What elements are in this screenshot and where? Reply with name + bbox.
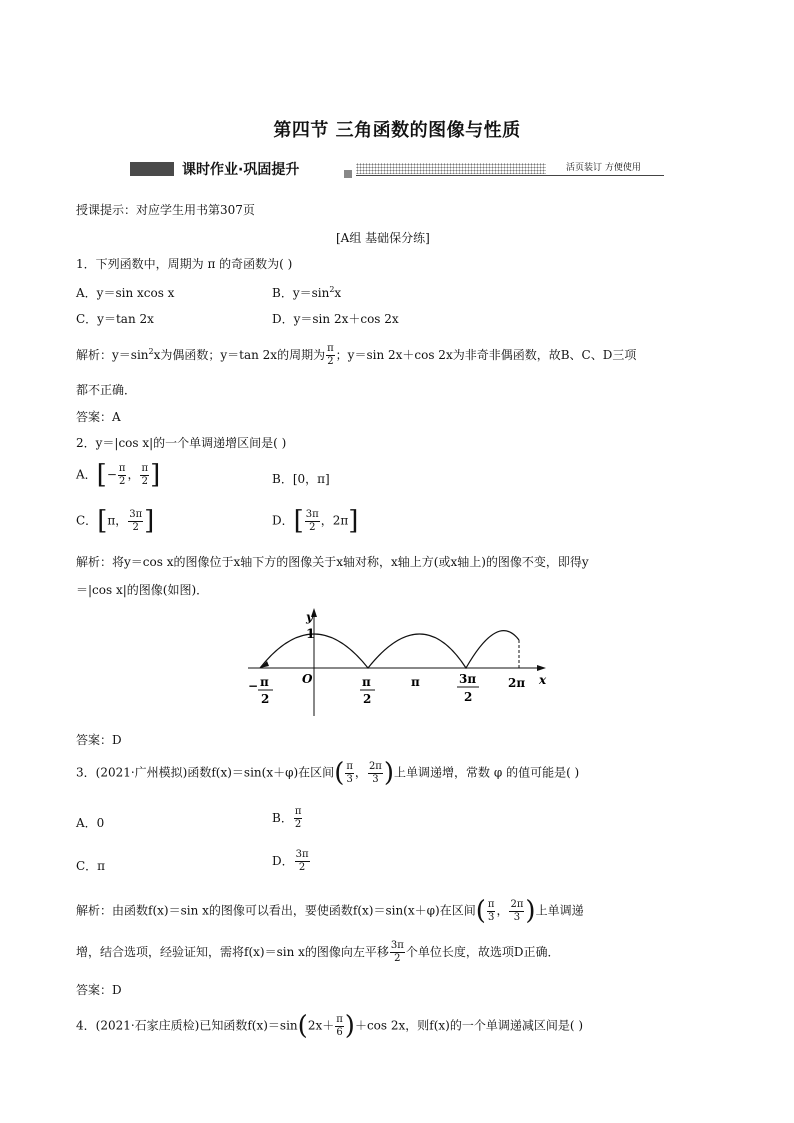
q2-stem: 2．y＝|cos x|的一个单调递增区间是( ) — [76, 436, 287, 450]
q3-option-b: B． $\frac{\pi}{2}$ — [272, 806, 302, 830]
tick-pi-half-d: 2 — [363, 692, 372, 706]
group-label: [A组 基础保分练] — [336, 231, 430, 245]
q1-explanation-cont: 都不正确． — [76, 383, 137, 397]
q3-explanation: 解析：由函数f(x)＝sin x的图像可以看出，要使函数f(x)＝sin(x＋φ)在区间( $\frac{\pi}{3}$ ， $\frac{2\pi}{3}$ )上单调递 — [76, 896, 584, 926]
q3-option-d: D． $\frac{3\pi}{2}$ — [272, 849, 309, 873]
tick-two-pi: 2π — [508, 676, 526, 690]
abs-cos-graph — [240, 604, 560, 722]
x-label: x — [539, 673, 547, 687]
curve — [260, 631, 519, 668]
q2-option-b: B．[0，π] — [272, 472, 330, 486]
q2-answer: 答案：D — [76, 733, 122, 747]
banner-square — [344, 170, 352, 178]
banner-note: 活页装订 方便使用 — [566, 163, 641, 173]
x-axis-arrow — [537, 665, 546, 671]
fraction: $\frac{\pi}{2}$ — [327, 343, 334, 367]
teaching-hint: 授课提示：对应学生用书第307页 — [76, 203, 255, 217]
q1-option-a: A．y＝sin xcos x — [76, 286, 175, 300]
label-one: 1 — [306, 627, 316, 642]
q3-option-a: A．0 — [76, 816, 105, 830]
q1-explanation: 解析：$y=\sin^2x$为偶函数；y＝tan 2x的周期为 $\frac{\pi}{2}$ ；y＝sin 2x＋cos 2x为非奇非偶函数，故B、C、D三项 — [76, 343, 637, 367]
neg-sign: − — [248, 679, 259, 693]
tick-pi-half-n: π — [362, 675, 371, 689]
banner-label: 课时作业·巩固提升 — [182, 162, 300, 178]
q2-option-c: C．[π， $\frac{3\pi}{2}$ ] — [76, 506, 155, 536]
section-banner — [130, 160, 664, 182]
tick-neg-pi-half-d: 2 — [261, 692, 270, 706]
banner-dots — [356, 163, 546, 174]
q2-explanation-cont: ＝|cos x|的图像(如图)． — [76, 583, 209, 597]
y-label: y — [306, 610, 313, 624]
q3-explanation-cont: 增，结合选项，经验证知，需将f(x)＝sin x的图像向左平移 $\frac{3\pi}{2}$ 个单位长度，故选项D正确． — [76, 940, 560, 964]
q2-option-d: D．[ $\frac{3\pi}{2}$ ，2π] — [272, 506, 359, 536]
tick-neg-pi-half-n: π — [260, 675, 269, 689]
banner-rule — [356, 175, 664, 176]
q1-option-c: C．y＝tan 2x — [76, 312, 154, 326]
banner-block — [130, 162, 174, 176]
tick-pi: π — [411, 675, 420, 689]
q3-option-c: C．π — [76, 859, 106, 873]
q1-answer: 答案：A — [76, 410, 121, 424]
q4-stem: 4．(2021·石家庄质检)已知函数f(x)＝sin(2x＋ $\frac{\pi}{6}$ )＋cos 2x，则f(x)的一个单调递减区间是( ) — [76, 1011, 584, 1041]
q2-option-a: A．[− $\frac{\pi}{2}$ ， $\frac{\pi}{2}$ ] — [76, 460, 161, 490]
origin-label: O — [302, 672, 313, 686]
page-title: 第四节 三角函数的图像与性质 — [273, 120, 521, 141]
q1-stem: 1．下列函数中，周期为 π 的奇函数为( ) — [76, 257, 293, 271]
q1-option-d: D．y＝sin 2x＋cos 2x — [272, 312, 399, 326]
q1-option-b: B．$y=\sin^2x$ — [272, 285, 342, 300]
q2-explanation: 解析：将y＝cos x的图像位于x轴下方的图像关于x轴对称，x轴上方(或x轴上)的图像不变，即得y — [76, 555, 589, 569]
tick-three-pi-half-n: 3π — [459, 672, 477, 686]
q3-answer: 答案：D — [76, 983, 122, 997]
q3-stem: 3．(2021·广州模拟)函数f(x)＝sin(x＋φ)在区间( $\frac{\pi}{3}$ ， $\frac{2\pi}{3}$ )上单调递增，常数 φ 的值可能是( ) — [76, 758, 580, 788]
tick-three-pi-half-d: 2 — [464, 690, 473, 704]
